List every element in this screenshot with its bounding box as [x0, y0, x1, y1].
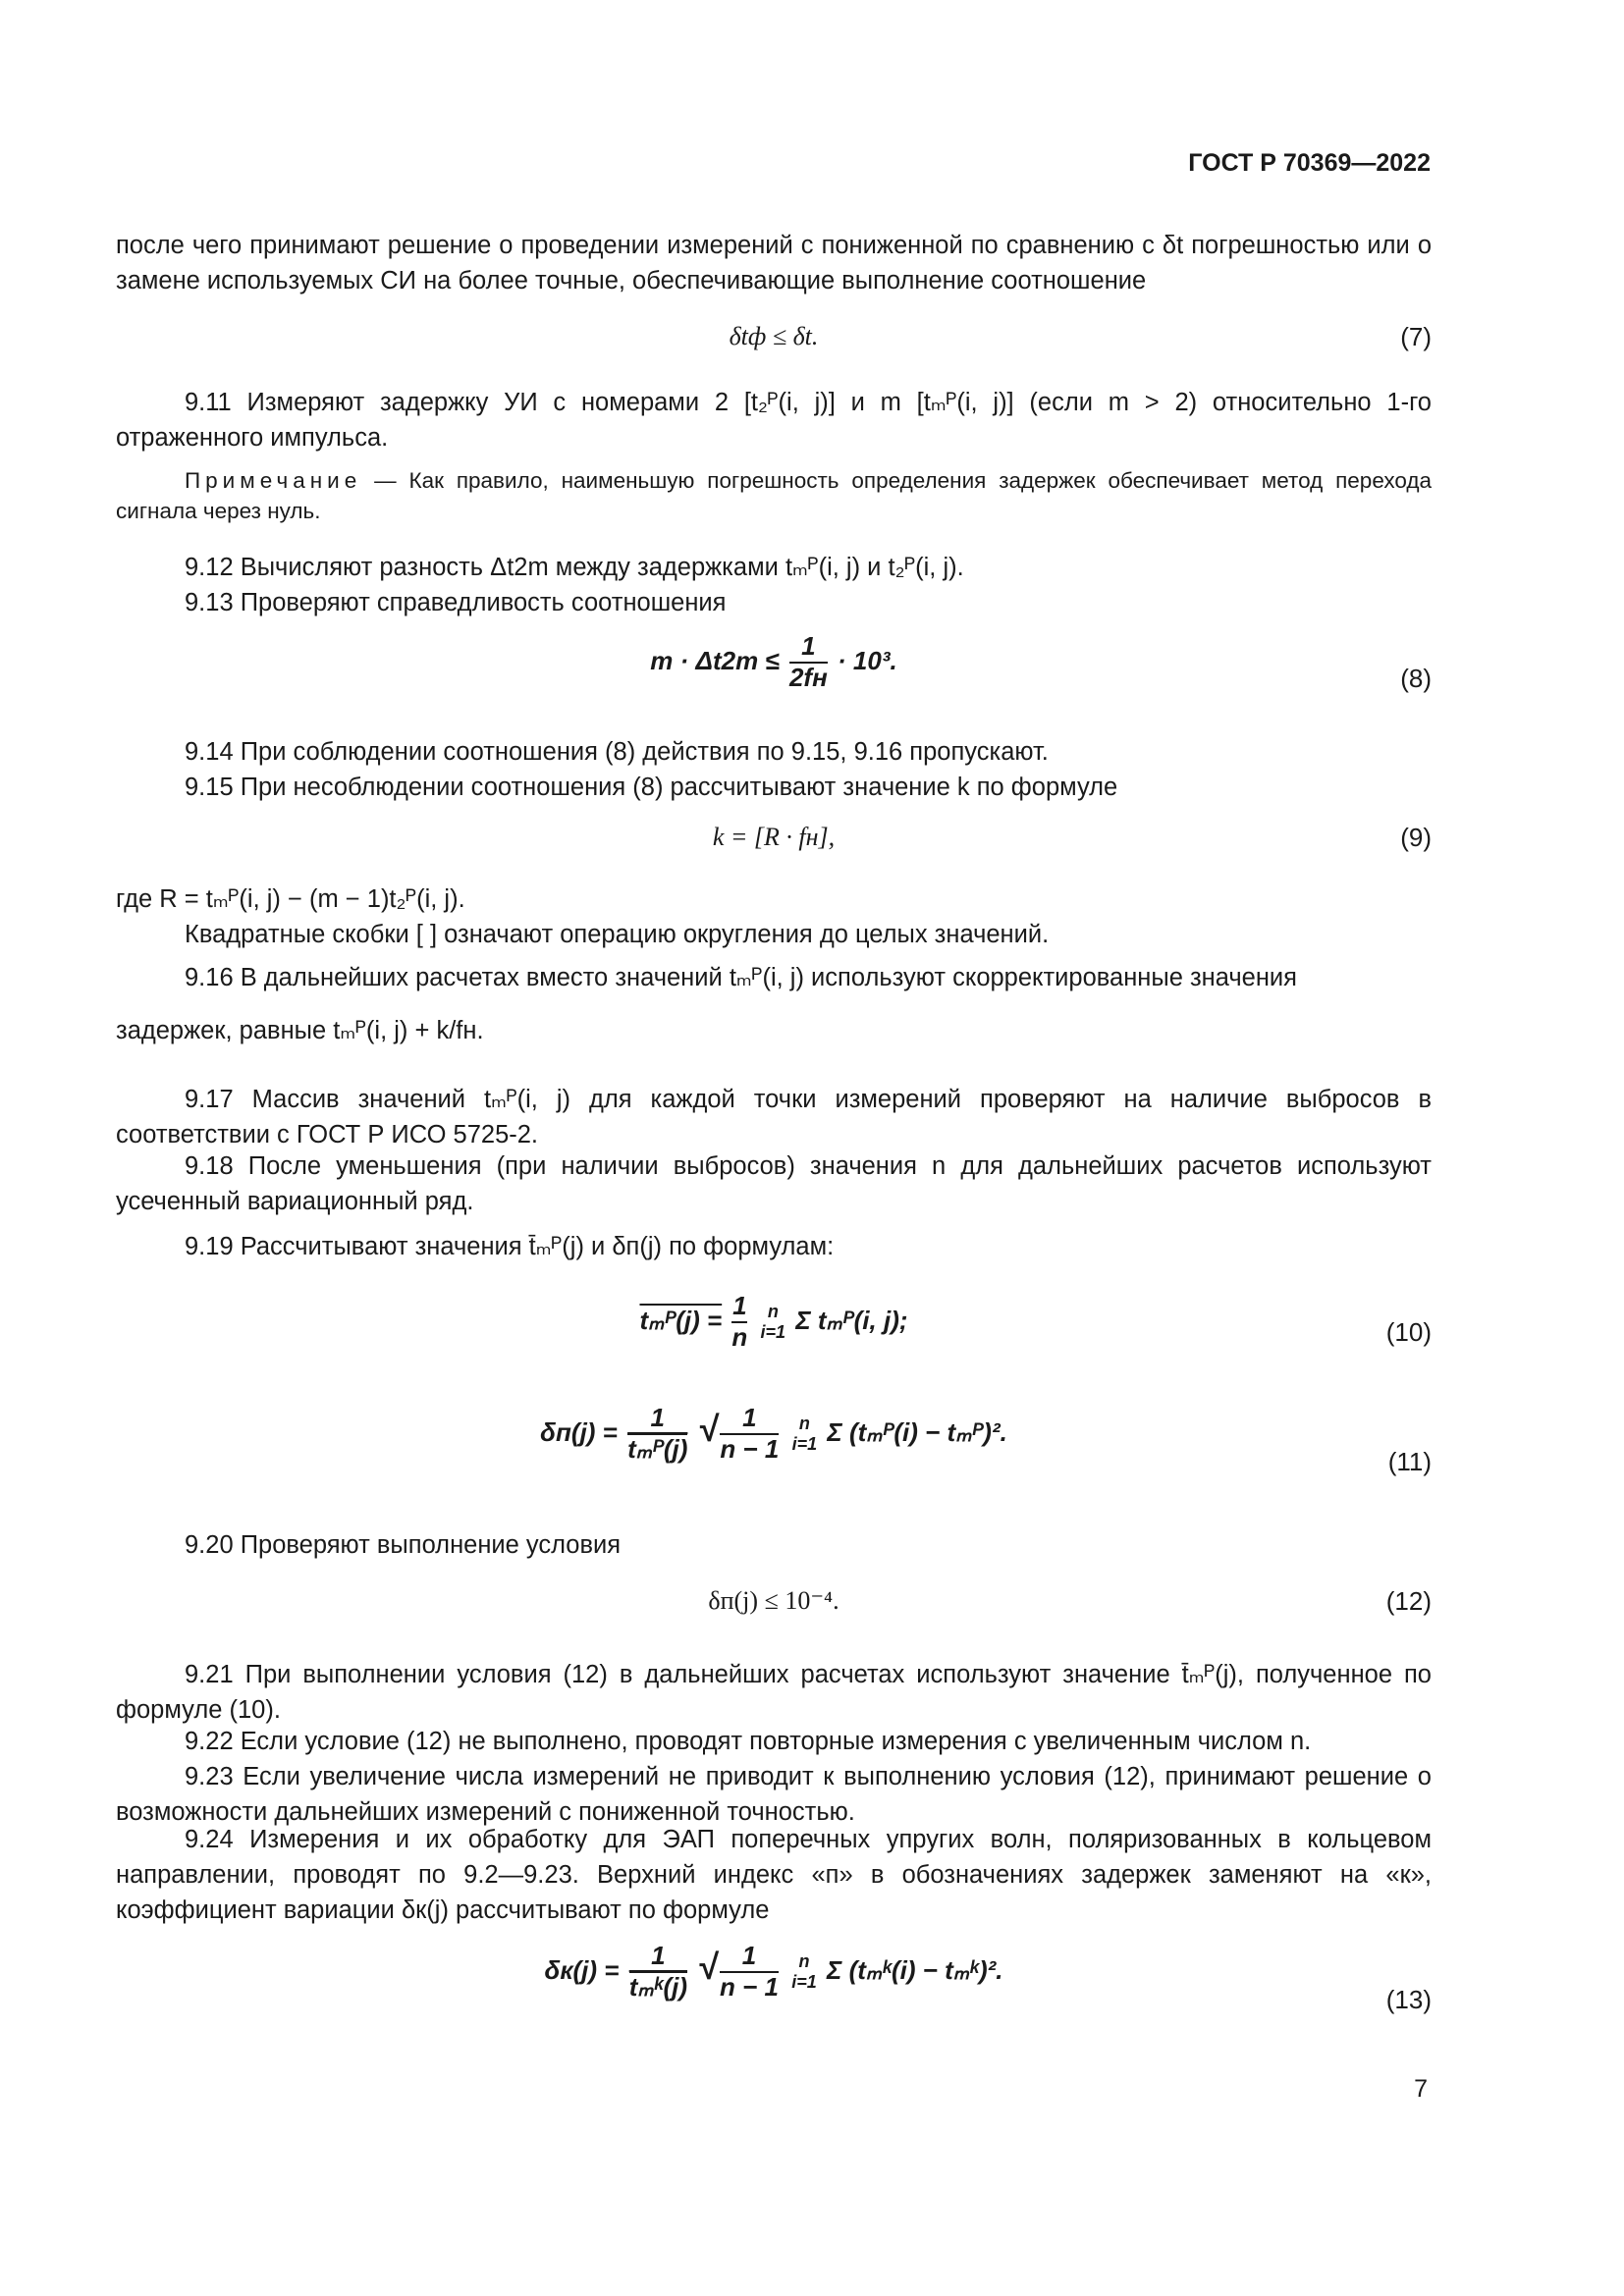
paragraph-9-15: 9.15 При несоблюдении соотношения (8) рассчитывают значение k по формуле	[185, 774, 1118, 801]
paragraph-9-16-b: задержек, равные tₘᴾ(i, j) + k/fн.	[116, 1017, 484, 1044]
paragraph-9-19: 9.19 Рассчитывают значения t̄ₘᴾ(j) и δп(j) по формулам:	[185, 1233, 835, 1260]
note-label: Примечание	[185, 468, 362, 493]
equation-8-number: (8)	[1400, 664, 1432, 693]
paragraph-9-16-a: 9.16 В дальнейших расчетах вместо значений tₘᴾ(i, j) используют скорректированные значения	[185, 964, 1297, 991]
equation-11-fraction: 1 tₘᴾ(j)	[627, 1403, 688, 1464]
equation-11-number: (11)	[1387, 1447, 1432, 1476]
equation-13-root-fraction: $\frac{1}{n - 1}$	[720, 1941, 779, 2002]
equation-10-rhs: Σ tₘᴾ(i, j);	[795, 1305, 908, 1335]
equation-12-number: (12)	[1385, 1586, 1432, 1616]
equation-13-rhs: Σ (tₘᵏ(i) − tₘᵏ)²	[827, 1954, 997, 1985]
paragraph-intro: после чего принимают решение о проведении измерений с пониженной по сравнению с δt погрешностью или о замене используемых СИ на более точные, обеспечивающие выполнение соотношение	[116, 232, 1432, 294]
equation-7-formula: δtф ≤ δt.	[729, 322, 819, 350]
equation-11-rhs: Σ (tₘᴾ(i) − tₘᴾ)²	[827, 1416, 1001, 1447]
equation-10-sum-limits: n i=1	[760, 1302, 786, 1342]
paragraph-9-14: 9.14 При соблюдении соотношения (8) действия по 9.15, 9.16 пропускают.	[185, 738, 1049, 766]
page-number: 7	[1414, 2075, 1428, 2103]
note-text: — Как правило, наименьшую погрешность определения задержек обеспечивает метод перехода сигнала через нуль.	[116, 468, 1432, 523]
paragraph-9-18: 9.18 После уменьшения (при наличии выбросов) значения n для дальнейших расчетов используют усеченный вариационный ряд.	[116, 1152, 1432, 1215]
note	[116, 465, 1432, 526]
equation-13-number: (13)	[1385, 1985, 1432, 2014]
document-code: ГОСТ Р 70369—2022	[1188, 149, 1431, 177]
equation-11-lhs: δп(j) =	[540, 1416, 618, 1447]
equation-9-number: (9)	[1400, 823, 1432, 852]
equation-10-number: (10)	[1385, 1317, 1432, 1347]
paragraph-9-24: 9.24 Измерения и их обработку для ЭАП поперечных упругих волн, поляризованных в кольцевом направлении, проводят по 9.2—9.23. Верхний индекс «п» в обозначениях задержек заменяют на «к», коэффициент вариации δк(j) рассчитывают по формуле	[116, 1826, 1432, 1924]
equation-10-fraction: $\frac{1}{n}$	[731, 1291, 748, 1352]
equation-8-rhs: · 10³.	[838, 645, 897, 675]
equation-11: δп(j) = 1 tₘᴾ(j) √ $\frac{1}{n - 1}$ n i=1 Σ (tₘᴾ(i) − tₘᴾ)². (11)	[540, 1403, 1432, 1476]
equation-12-formula: δп(j) ≤ 10⁻⁴.	[708, 1586, 839, 1615]
paragraph-where: где R = tₘᴾ(i, j) − (m − 1)t₂ᴾ(i, j).	[116, 885, 465, 913]
equation-7-number: (7)	[1400, 322, 1432, 351]
equation-13-sum-limits: n i=1	[791, 1951, 817, 1992]
paragraph-9-11: 9.11 Измеряют задержку УИ с номерами 2 [t₂ᴾ(i, j)] и m [tₘᴾ(i, j)] (если m > 2) относительно 1-го отраженного импульса.	[116, 389, 1432, 452]
paragraph-9-23: 9.23 Если увеличение числа измерений не приводит к выполнению условия (12), принимают решение о возможности дальнейших измерений с пониженной точностью.	[116, 1763, 1432, 1826]
equation-9-formula: k = [R · fн],	[712, 823, 836, 851]
equation-8-lhs: m · Δt2m ≤	[650, 645, 780, 675]
paragraph-brackets: Квадратные скобки [ ] означают операцию округления до целых значений.	[185, 921, 1050, 948]
equation-13-lhs: δк(j) =	[544, 1954, 620, 1985]
paragraph-9-20: 9.20 Проверяют выполнение условия	[185, 1531, 622, 1559]
equation-10	[116, 1292, 1432, 1380]
equation-8-fraction: 1 2fн	[788, 631, 828, 692]
equation-11-sum-limits: n i=1	[791, 1414, 818, 1454]
equation-10-lhs: tₘᴾ(j) =	[639, 1305, 723, 1335]
equation-8	[116, 632, 1432, 709]
equation-11-root-fraction: $\frac{1}{n - 1}$	[720, 1403, 780, 1464]
equation-13: δк(j) = 1 tₘᵏ(j) √ $\frac{1}{n - 1}$ n i=1 Σ (tₘᵏ(i) − tₘᵏ)². (13)	[544, 1941, 1432, 2014]
paragraph-9-13: 9.13 Проверяют справедливость соотношения	[185, 589, 727, 616]
paragraph-9-22: 9.22 Если условие (12) не выполнено, проводят повторные измерения с увеличенным числом n.	[185, 1728, 1312, 1755]
paragraph-9-12: 9.12 Вычисляют разность Δt2m между задержками tₘᴾ(i, j) и t₂ᴾ(i, j).	[185, 554, 964, 581]
paragraph-9-21: 9.21 При выполнении условия (12) в дальнейших расчетах используют значение t̄ₘᴾ(j), полученное по формуле (10).	[116, 1661, 1432, 1724]
paragraph-9-17: 9.17 Массив значений tₘᴾ(i, j) для каждой точки измерений проверяют на наличие выбросов в соответствии с ГОСТ Р ИСО 5725-2.	[116, 1086, 1432, 1148]
equation-13-fraction: 1 tₘᵏ(j)	[628, 1941, 688, 2002]
